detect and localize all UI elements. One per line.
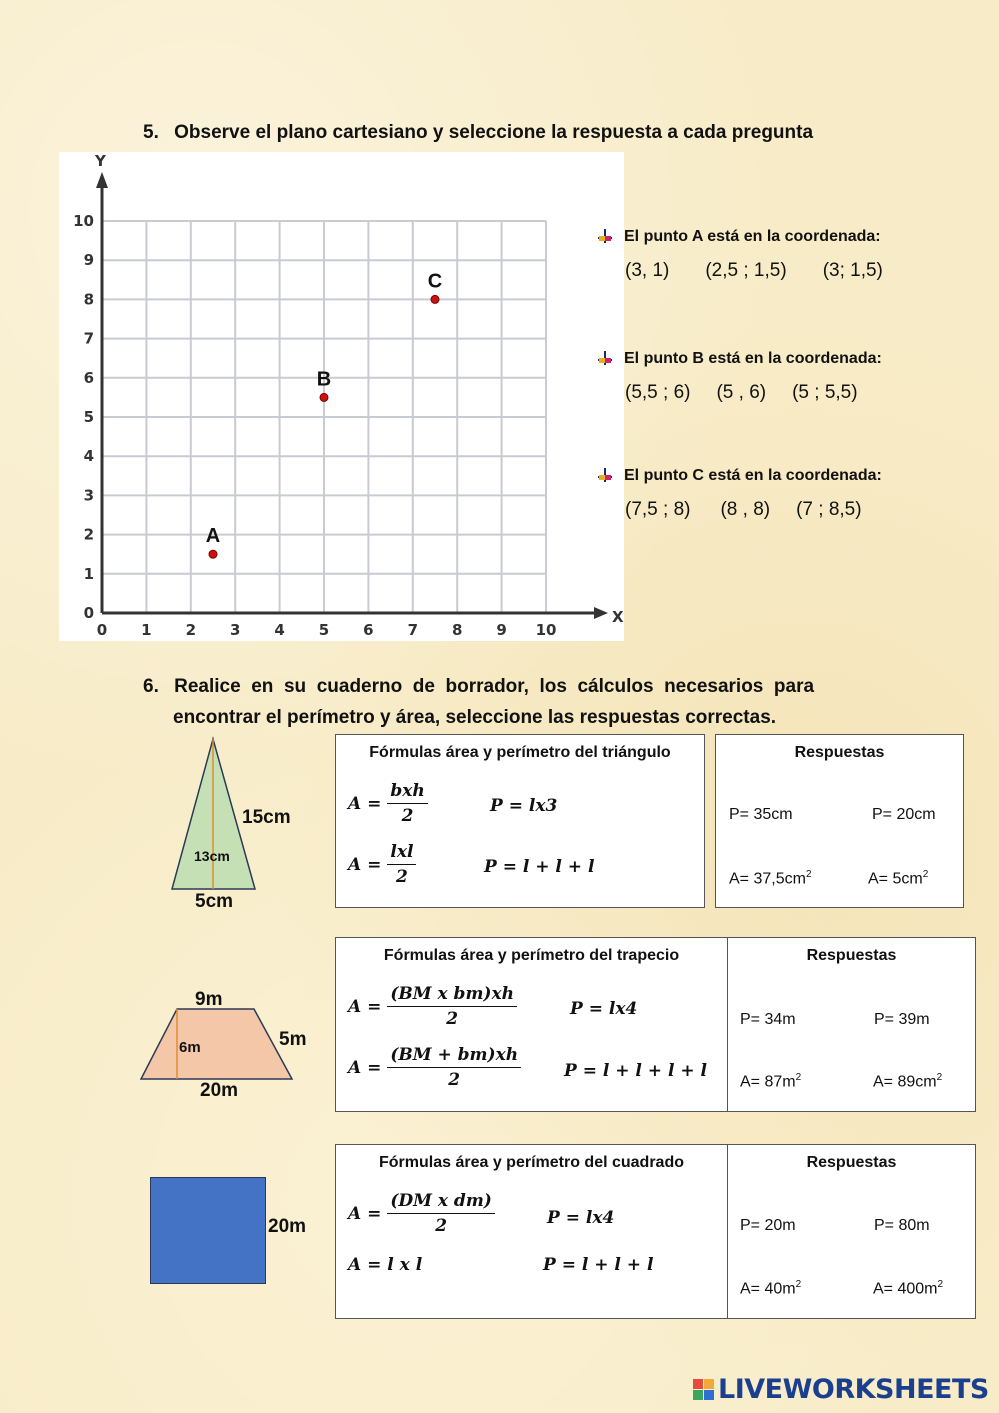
pin-icon xyxy=(596,350,614,368)
option-a-3[interactable]: (3; 1,5) xyxy=(822,260,883,281)
trapezoid-perimeter-formula-2: P = l + l + l + l xyxy=(564,1061,707,1081)
q6-number: 6. xyxy=(143,676,159,697)
y-axis-label: Y xyxy=(95,152,106,170)
triangle-formulas-box xyxy=(335,734,705,908)
x-tick-label: 5 xyxy=(318,621,330,639)
logo-blocks-icon xyxy=(693,1379,714,1400)
trapezoid-area-formula-2: A = $\frac{(BM + bm)xh}{2}$ xyxy=(348,1045,521,1090)
square-answer-4[interactable]: $A= 400m^2$ xyxy=(873,1279,944,1298)
square-answer-1[interactable]: P= 20m xyxy=(740,1217,796,1234)
y-tick-label: 0 xyxy=(83,604,94,622)
x-tick-label: 7 xyxy=(407,621,419,639)
y-tick-label: 9 xyxy=(83,251,94,270)
x-axis-label: X xyxy=(612,608,624,626)
logo-text: LIVEWORKSHEETS xyxy=(718,1374,989,1405)
y-tick-label: 3 xyxy=(83,486,94,505)
square-side-label: 20m xyxy=(268,1216,307,1237)
option-b-1[interactable]: (5,5 ; 6) xyxy=(625,382,691,403)
trapezoid-bottom-label: 20m xyxy=(200,1080,239,1101)
x-tick-label: 6 xyxy=(363,621,374,639)
y-tick-label: 7 xyxy=(83,329,94,348)
triangle-answers-title: Respuestas xyxy=(794,744,885,761)
y-axis-arrow xyxy=(96,172,108,188)
square-area-formula-2: A = l x l xyxy=(348,1255,423,1275)
option-a-1[interactable]: (3, 1) xyxy=(625,260,670,281)
square-answer-2[interactable]: P= 80m xyxy=(874,1217,930,1234)
point-a xyxy=(209,550,217,558)
square-answer-3[interactable]: $A= 40m^2$ xyxy=(740,1279,802,1298)
square-answers-title: Respuestas xyxy=(806,1154,897,1171)
x-tick-label: 9 xyxy=(496,621,507,639)
x-tick-label: 4 xyxy=(274,621,285,639)
square-box xyxy=(335,1144,976,1319)
trapezoid-formulas-title: Fórmulas área y perímetro del trapecio xyxy=(383,947,680,964)
q5-title xyxy=(143,122,813,144)
y-tick-label: 6 xyxy=(83,368,94,387)
question-a-prompt: El punto A está en la coordenada: xyxy=(624,228,881,245)
question-b xyxy=(596,350,894,404)
point-a-label: A xyxy=(205,525,221,548)
pin-icon xyxy=(596,228,614,246)
option-c-3[interactable]: (7 ; 8,5) xyxy=(796,499,862,520)
square-perimeter-formula-2: P = l + l + l xyxy=(543,1255,654,1275)
q5-text: Observe el plano cartesiano y seleccione la respuesta a cada pregunta xyxy=(174,122,814,143)
pin-icon xyxy=(596,467,614,485)
x-tick-label: 8 xyxy=(451,621,463,639)
trapezoid-height-label: 6m xyxy=(179,1039,201,1056)
option-b-2[interactable]: (5 , 6) xyxy=(716,382,767,403)
triangle-base-label: 5cm xyxy=(195,891,234,912)
point-b xyxy=(320,393,328,401)
square-area-formula-1: A = $\frac{\text{(DM x dm)}}{2}$ xyxy=(348,1191,495,1236)
trapezoid-figure xyxy=(135,1003,300,1085)
square-figure xyxy=(150,1177,266,1284)
trapezoid-answer-2[interactable]: P= 39m xyxy=(874,1011,930,1028)
triangle-answer-2[interactable]: P= 20cm xyxy=(872,806,936,823)
trapezoid-answer-1[interactable]: P= 34m xyxy=(740,1011,796,1028)
square-formulas-title: Fórmulas área y perímetro del cuadrado xyxy=(379,1154,684,1171)
square-perimeter-formula-1: P = lx4 xyxy=(547,1208,615,1228)
y-tick-label: 2 xyxy=(83,525,94,544)
option-a-2[interactable]: (2,5 ; 1,5) xyxy=(705,260,787,281)
triangle-answer-1[interactable]: P= 35cm xyxy=(729,806,793,823)
triangle-formulas-title: Fórmulas área y perímetro del triángulo xyxy=(369,744,671,761)
triangle-perimeter-formula-1: P = lx3 xyxy=(490,796,558,816)
point-c xyxy=(431,295,439,303)
question-c xyxy=(596,467,898,521)
y-tick-label: 8 xyxy=(83,290,94,309)
triangle-side-label: 15cm xyxy=(242,807,291,828)
cartesian-plane xyxy=(59,152,624,641)
x-tick-label: 2 xyxy=(185,621,197,639)
point-c-label: C xyxy=(427,270,443,293)
q5-number: 5. xyxy=(143,122,159,143)
trapezoid-answer-4[interactable]: $A= 89cm^2$ xyxy=(873,1072,943,1091)
liveworksheets-logo[interactable] xyxy=(693,1374,989,1405)
triangle-answers-box xyxy=(715,734,964,908)
y-tick-label: 5 xyxy=(83,408,94,426)
trapezoid-answers-title: Respuestas xyxy=(806,947,897,964)
trapezoid-top-label: 9m xyxy=(195,989,223,1010)
trapezoid-side-label: 5m xyxy=(279,1029,307,1050)
triangle-height-label: 13cm xyxy=(194,848,230,864)
trapezoid-perimeter-formula-1: P = lx4 xyxy=(570,999,638,1019)
option-b-3[interactable]: (5 ; 5,5) xyxy=(792,382,858,403)
triangle-area-formula-1: A = $\frac{\text{bxh}}{2}$ xyxy=(348,781,428,826)
triangle-answer-3[interactable]: $A= 37,5cm^2$ xyxy=(729,869,812,888)
question-b-prompt: El punto B está en la coordenada: xyxy=(624,350,882,367)
y-tick-label: 10 xyxy=(73,212,94,230)
x-tick-label: 0 xyxy=(96,621,108,639)
option-c-2[interactable]: (8 , 8) xyxy=(720,499,771,520)
plane-svg xyxy=(59,152,624,641)
y-tick-label: 1 xyxy=(83,564,94,583)
option-c-1[interactable]: (7,5 ; 8) xyxy=(625,499,691,520)
trapezoid-answer-3[interactable]: $A= 87m^2$ xyxy=(740,1072,802,1091)
triangle-answer-4[interactable]: $A= 5cm^2$ xyxy=(868,869,929,888)
point-b-label: B xyxy=(316,368,332,391)
q6-line2: encontrar el perímetro y área, seleccione las respuestas correctas. xyxy=(173,707,777,728)
x-tick-label: 1 xyxy=(141,621,152,639)
trapezoid-box xyxy=(335,937,976,1112)
x-tick-label: 3 xyxy=(229,621,241,639)
q6-line1: Realice en su cuaderno de borrador, los cálculos necesarios para xyxy=(174,676,815,697)
triangle-area-formula-2: A = $\frac{\text{lxl}}{2}$ xyxy=(348,842,416,887)
q6-title xyxy=(143,676,814,698)
triangle-perimeter-formula-2: P = l + l + l xyxy=(484,857,595,877)
question-a xyxy=(596,228,919,282)
question-c-prompt: El punto C está en la coordenada: xyxy=(624,467,882,484)
trapezoid-area-formula-1: A = $\frac{\text{(BM x bm)xh}}{2}$ xyxy=(348,984,517,1029)
y-tick-label: 4 xyxy=(83,447,94,466)
x-axis-arrow xyxy=(594,607,608,619)
x-tick-label: 10 xyxy=(535,621,557,639)
